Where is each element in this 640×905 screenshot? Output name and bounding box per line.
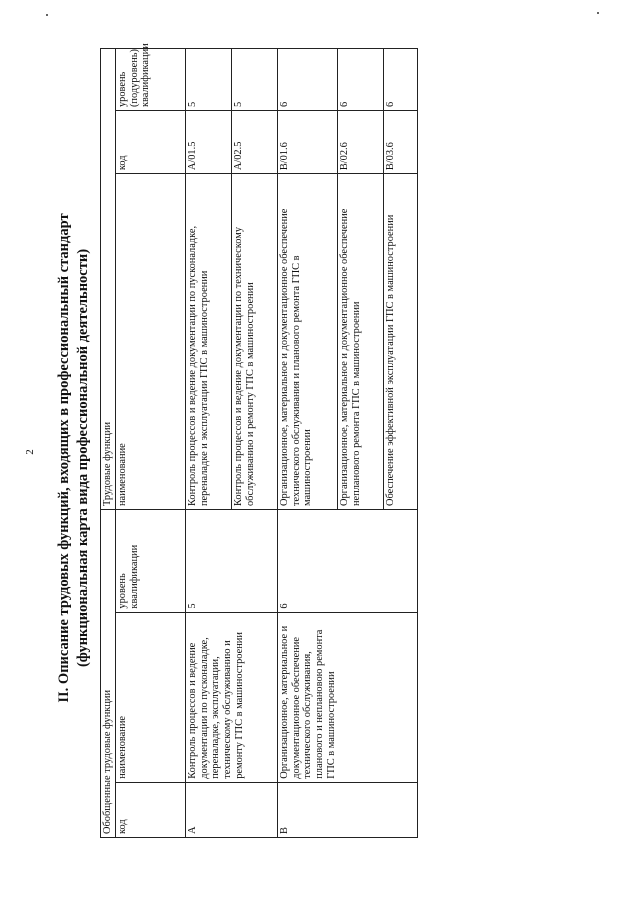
level-column-header: уровень квалификации: [115, 510, 185, 613]
function-level-cell: 6: [277, 49, 337, 111]
function-code-column-header: код: [115, 111, 185, 174]
generalized-name-cell: Организационное, материальное и документационное обеспечение технического обслуживания, планового и неплановою ремонта ГПС в машиностроении: [277, 612, 417, 782]
function-name-cell: Контроль процессов и ведение документации по пусконаладке, переналадке и эксплуатации ГПС в машиностроении: [185, 174, 231, 510]
function-level-cell: 5: [231, 49, 277, 111]
function-name-cell: Организационное, материальное и документационное обеспечение непланового ремонта ГПС в машиностроении: [337, 174, 383, 510]
function-name-column-header: наименование: [115, 174, 185, 510]
table-row: [185, 49, 231, 838]
function-code-cell: A/01.5: [185, 111, 231, 174]
table-group-header-row: [101, 49, 116, 838]
generalized-code-cell: B: [277, 782, 417, 837]
function-name-cell: Организационное, материальное и документационное обеспечение технического обслуживания и планового ремонта ГПС в машиностроении: [277, 174, 337, 510]
rotated-page-content: [50, 43, 640, 838]
function-code-cell: B/03.6: [383, 111, 417, 174]
section-subtitle: (функциональная карта вида профессиональной деятельности): [75, 248, 91, 668]
name-column-header: наименование: [115, 612, 185, 782]
scan-speck: [46, 14, 48, 16]
function-level-cell: 6: [383, 49, 417, 111]
table-row: [277, 49, 337, 838]
function-level-cell: 6: [337, 49, 383, 111]
generalized-level-cell: 5: [185, 510, 277, 613]
generalized-level-cell: 6: [277, 510, 417, 613]
function-code-cell: B/02.6: [337, 111, 383, 174]
generalized-name-cell: Контроль процессов и ведение документации по пусконаладке, переналадке, эксплуатации, техническому обслуживанию и ремонту ГПС в машиностроении: [185, 612, 277, 782]
section-title: II. Описание трудовых функций, входящих в профессиональный стандарт: [56, 213, 72, 703]
page-number: 2: [24, 449, 36, 455]
table-column-header-row: [115, 49, 185, 838]
sublevel-column-header: уровень (подуровень) квалификации: [115, 49, 185, 111]
function-level-cell: 5: [185, 49, 231, 111]
generalized-code-cell: A: [185, 782, 277, 837]
generalized-functions-header: Обобщенные трудовые функции: [101, 510, 116, 838]
scan-speck: [597, 12, 599, 14]
function-name-cell: Контроль процессов и ведение документации по техническому обслуживанию и ремонту ГПС в машиностроении: [231, 174, 277, 510]
function-code-cell: A/02.5: [231, 111, 277, 174]
labor-functions-header: Трудовые функции: [101, 49, 116, 510]
code-column-header: код: [115, 782, 185, 837]
functional-map-table: [100, 43, 418, 838]
function-name-cell: Обеспечение эффективной эксплуатации ГПС в машиностроении: [383, 174, 417, 510]
function-code-cell: B/01.6: [277, 111, 337, 174]
